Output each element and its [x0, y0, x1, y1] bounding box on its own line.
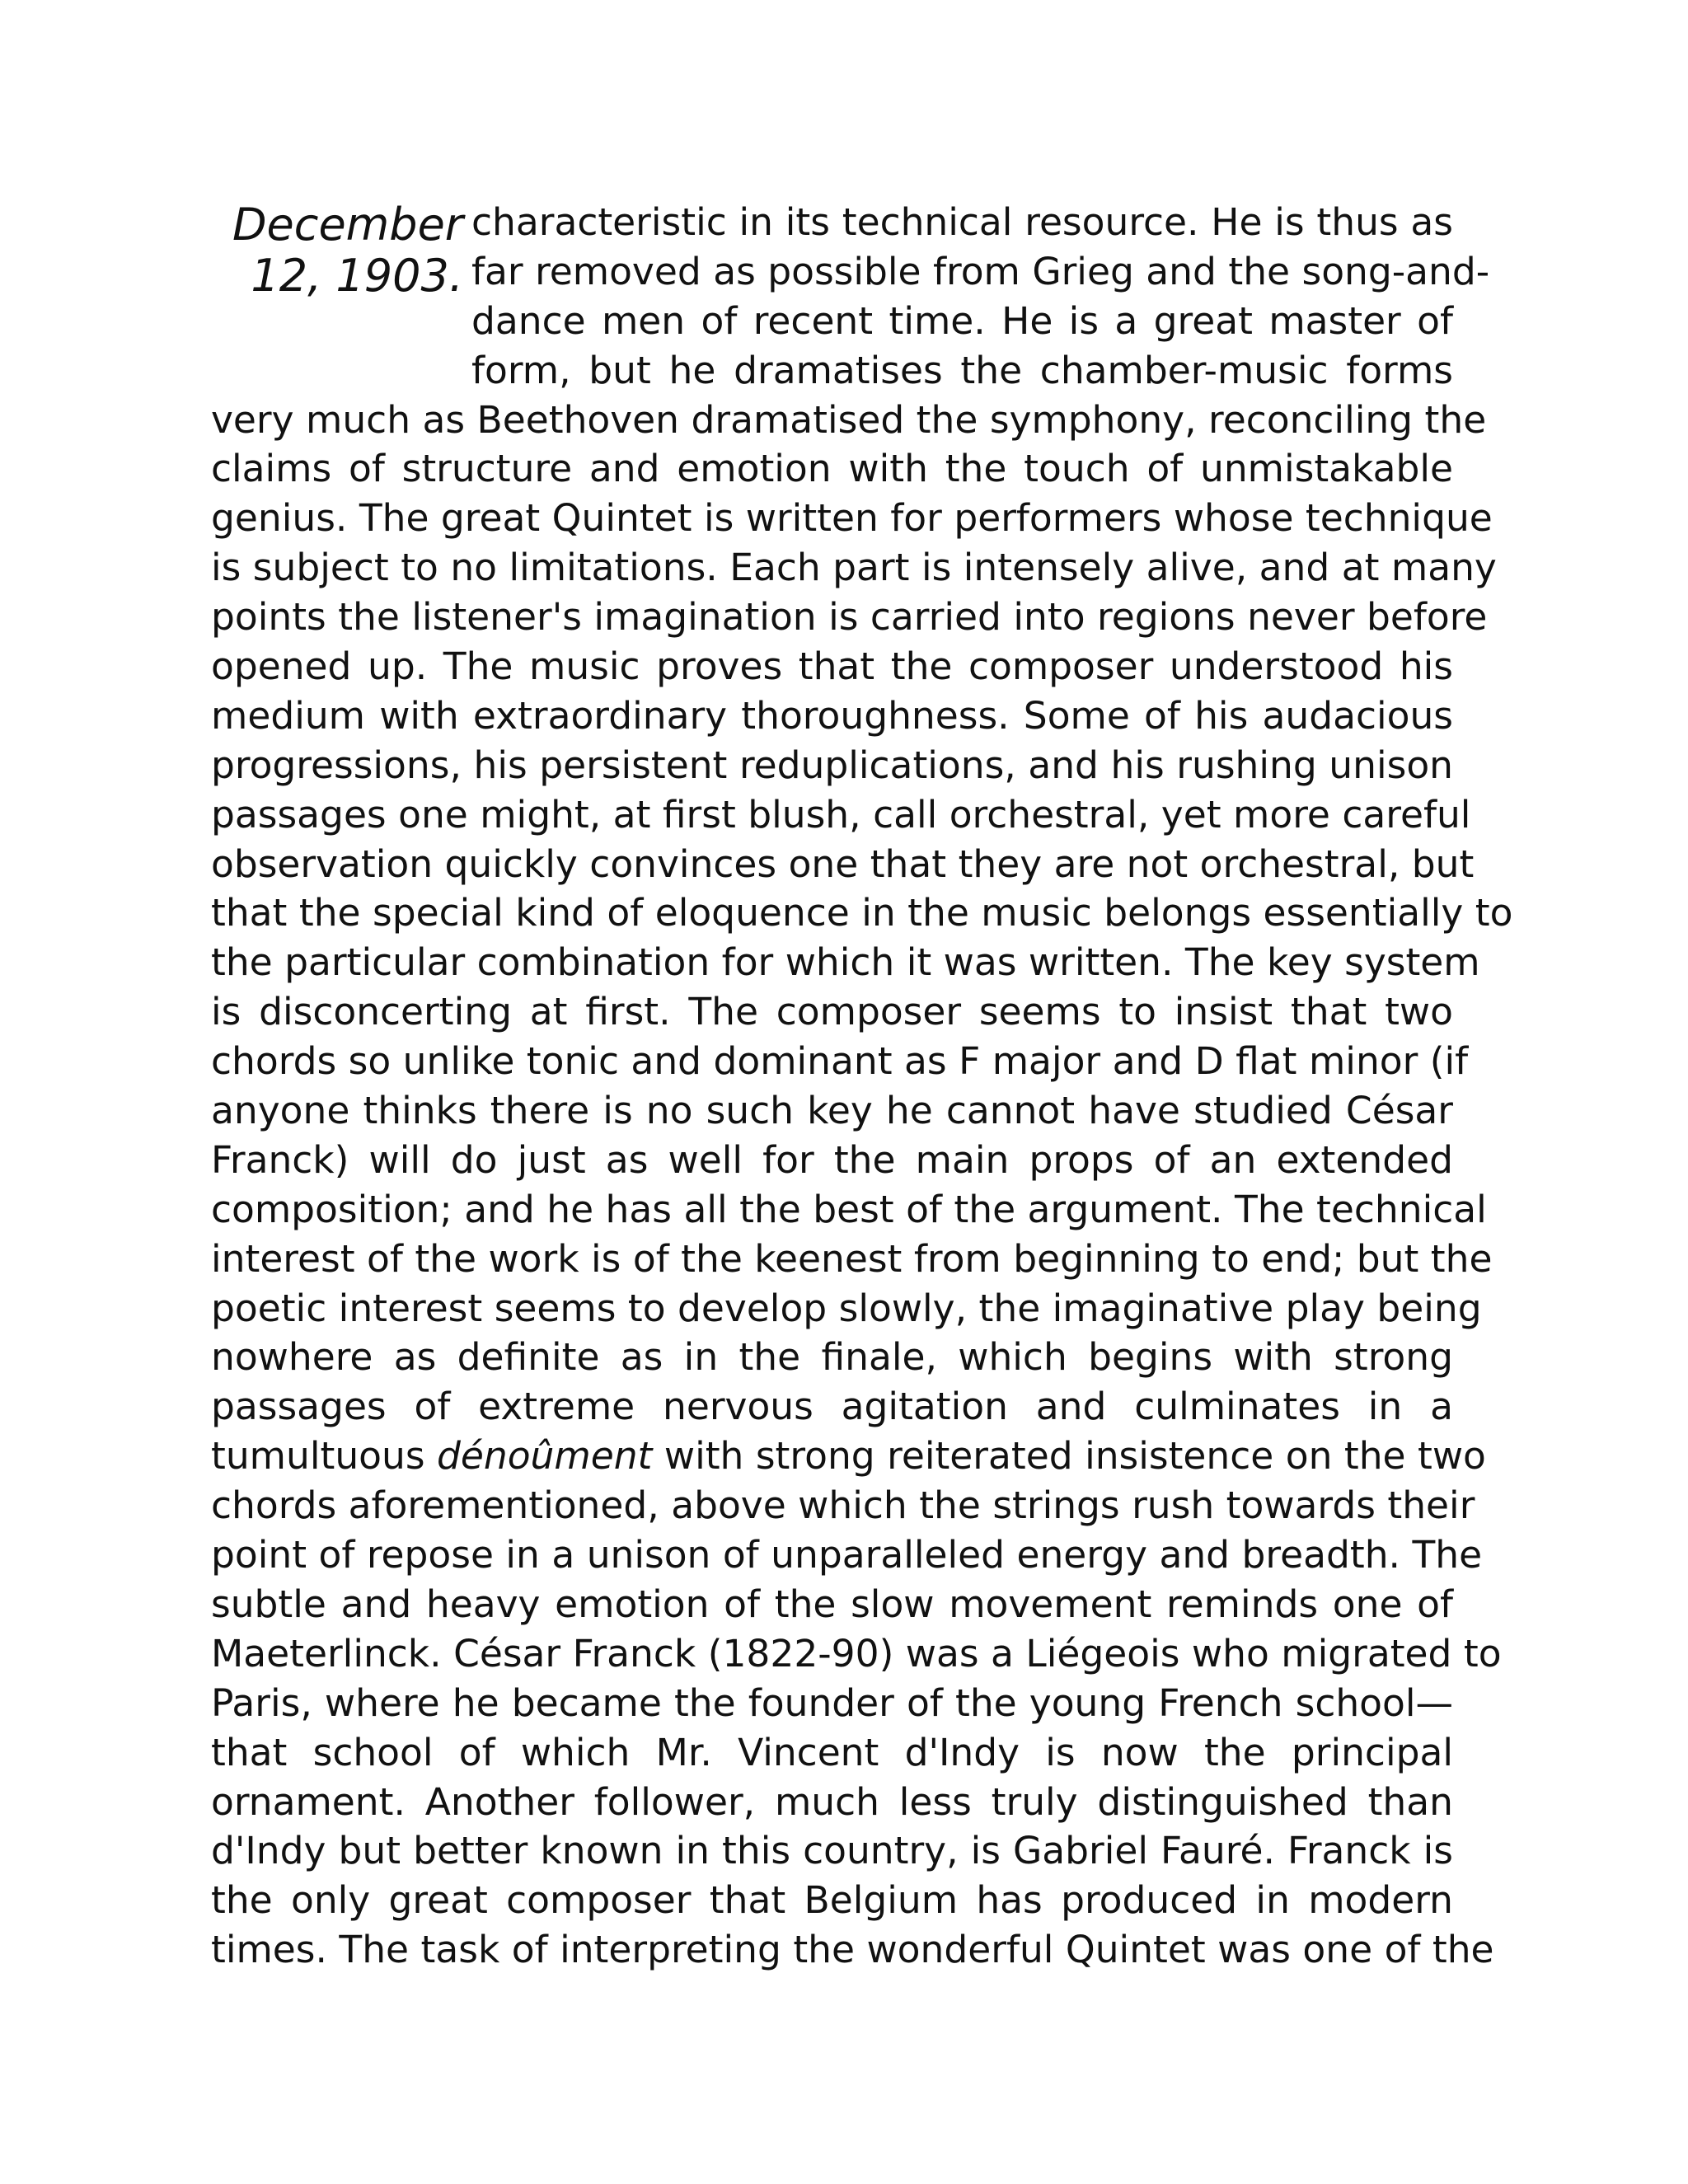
text-line: is subject to no limitations. Each part is intensely alive, and at many [211, 546, 1497, 590]
text-line: the only great composer that Belgium has produced in modern [211, 1878, 1453, 1923]
text-line [211, 1432, 1486, 1481]
text-line: opened up. The music proves that the composer understood his [211, 644, 1453, 689]
text-line: characteristic in its technical resource. He is thus as [471, 200, 1453, 244]
text-line: Paris, where he became the founder of the young French school— [211, 1680, 1453, 1725]
text-line: that school of which Mr. Vincent d'Indy is now the principal [211, 1730, 1453, 1774]
text-line: claims of structure and emotion with the touch of unmistakable [211, 447, 1453, 491]
text-line: observation quickly convinces one that they are not orchestral, but [211, 841, 1475, 886]
margin-date-note: December 12, 1903. [232, 199, 463, 302]
text-fragment: tumultuous [211, 1434, 437, 1479]
italic-term: dénoûment [437, 1434, 653, 1479]
text-line: passages of extreme nervous agitation and culminates in a [211, 1385, 1453, 1429]
text-line: point of repose in a unison of unparalleled energy and breadth. The [211, 1533, 1483, 1577]
text-line: interest of the work is of the keenest from beginning to end; but the [211, 1236, 1493, 1281]
text-line: anyone thinks there is no such key he cannot have studied César [211, 1089, 1453, 1133]
text-line: composition; and he has all the best of the argument. The technical [211, 1187, 1487, 1231]
text-line: very much as Beethoven dramatised the symphony, reconciling the [211, 397, 1487, 442]
body-text [211, 198, 1513, 1975]
text-line: passages one might, at first blush, call orchestral, yet more careful [211, 792, 1471, 837]
text-line: form, but he dramatises the chamber-music forms [471, 348, 1453, 392]
text-line: Maeterlinck. César Franck (1822-90) was a Liégeois who migrated to [211, 1631, 1502, 1675]
text-line: poetic interest seems to develop slowly, the imaginative play being [211, 1286, 1482, 1330]
text-line: chords so unlike tonic and dominant as F major and D flat minor (if [211, 1039, 1469, 1084]
text-line: that the special kind of eloquence in the music belongs essentially to [211, 891, 1513, 935]
text-line: medium with extraordinary thoroughness. Some of his audacious [211, 693, 1453, 738]
text-fragment: with strong reiterated insistence on the two [652, 1434, 1486, 1479]
text-line: progressions, his persistent reduplications, and his rushing unison [211, 743, 1453, 787]
text-line: points the listener's imagination is carried into regions never before [211, 595, 1488, 640]
text-line: subtle and heavy emotion of the slow movement reminds one of [211, 1582, 1453, 1626]
text-line: dance men of recent time. He is a great master of [471, 298, 1453, 343]
text-line: Franck) will do just as well for the main props of an extended [211, 1137, 1453, 1182]
text-line: ornament. Another follower, much less truly distinguished than [211, 1779, 1453, 1824]
text-line: genius. The great Quintet is written for performers whose technique [211, 496, 1493, 541]
text-line: is disconcerting at first. The composer seems to insist that two [211, 990, 1453, 1034]
text-line: chords aforementioned, above which the strings rush towards their [211, 1483, 1475, 1528]
text-line: the particular combination for which it was written. The key system [211, 940, 1480, 985]
text-line: d'Indy but better known in this country, is Gabriel Fauré. Franck is [211, 1829, 1453, 1873]
text-line: times. The task of interpreting the wonderful Quintet was one of the [211, 1928, 1494, 1972]
text-line: nowhere as definite as in the finale, which begins with strong [211, 1335, 1453, 1380]
text-line: far removed as possible from Grieg and the song-and- [471, 249, 1490, 293]
